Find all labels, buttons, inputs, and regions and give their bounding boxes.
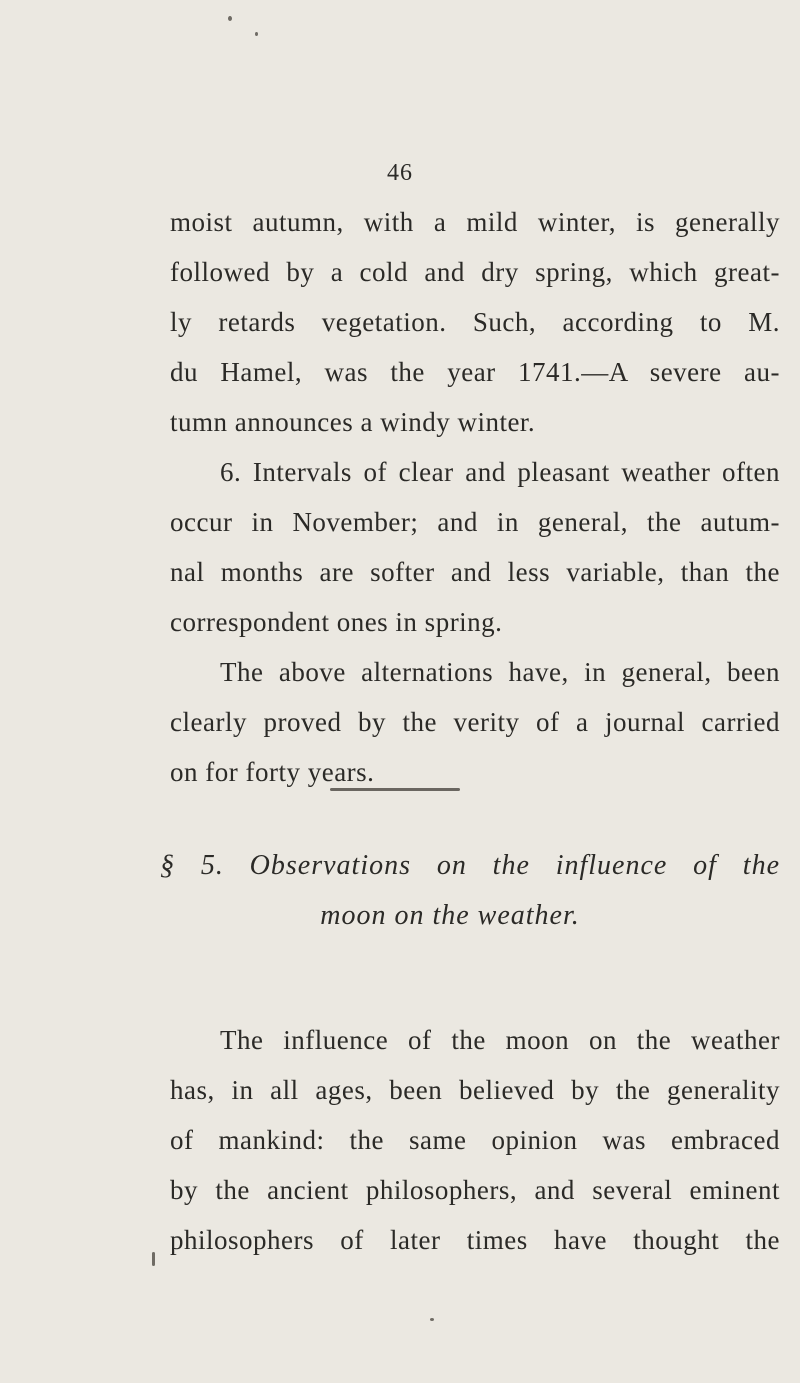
section-heading-line: moon on the weather. <box>320 900 580 931</box>
paper-speck <box>152 1252 155 1266</box>
paper-speck <box>228 16 232 21</box>
text-line: du Hamel, was the year 1741.—A severe au- <box>170 357 780 387</box>
body-text-top <box>170 197 780 797</box>
text-line: followed by a cold and dry spring, which great- <box>170 257 780 287</box>
paper-speck <box>430 1318 434 1321</box>
text-line: moist autumn, with a mild winter, is generally <box>170 207 780 237</box>
text-line: ly retards vegetation. Such, according to M. <box>170 307 780 337</box>
paper-speck <box>255 32 258 36</box>
text-line: of mankind: the same opinion was embraced <box>170 1125 780 1155</box>
page-number: 46 <box>387 160 413 186</box>
text-line: The influence of the moon on the weather <box>220 1025 780 1055</box>
text-line: occur in November; and in general, the autum- <box>170 507 780 537</box>
text-line: nal months are softer and less variable, than the <box>170 557 780 587</box>
text-line: correspondent ones in spring. <box>170 607 503 637</box>
text-line: 6. Intervals of clear and pleasant weather often <box>220 457 780 487</box>
text-line: The above alternations have, in general, been <box>220 657 780 687</box>
body-text-bottom <box>170 1015 780 1265</box>
text-line: clearly proved by the verity of a journal carried <box>170 707 780 737</box>
text-line: by the ancient philosophers, and several eminent <box>170 1175 780 1205</box>
text-line: has, in all ages, been believed by the generality <box>170 1075 780 1105</box>
section-heading-line: § 5. Observations on the influence of the <box>160 850 780 881</box>
text-line: tumn announces a windy winter. <box>170 407 536 437</box>
text-line: on for forty years. <box>170 757 375 787</box>
section-divider <box>330 788 460 791</box>
text-line: philosophers of later times have thought the <box>170 1225 780 1255</box>
